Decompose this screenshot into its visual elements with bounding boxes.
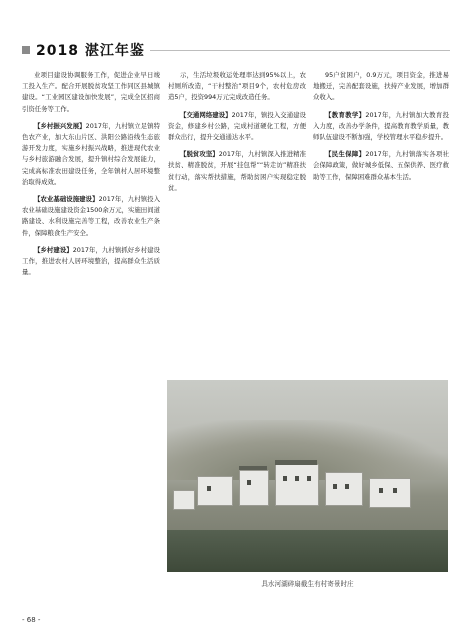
section-body: 2017年，九村镇投入农业基础设施建设资金1500余万元，实施田间道路建设、水利设施完善等工程，改善农业生产条件，保障粮食生产安全。: [22, 195, 161, 237]
section-paragraph: [168, 110, 306, 144]
text-column-2: [168, 70, 306, 194]
window: [307, 476, 311, 481]
running-header: [22, 40, 452, 60]
roof: [239, 466, 267, 470]
section-paragraph: [168, 149, 306, 194]
window: [283, 476, 287, 481]
section-body: 2017年，九村镇立足镇特色农产业，加大东山片区、洪阳公路沿线生态旅游开发力度，实施乡村振兴战略，推进现代农业与乡村旅游融合发展，提升镇村综合发展能力，完成高标准农田建设任务，全年镇村人居环境整治取得成效。: [22, 121, 160, 186]
header-marker: [22, 46, 30, 54]
village-photo: [167, 380, 448, 572]
building: [197, 476, 233, 506]
building: [173, 490, 195, 510]
window: [345, 484, 349, 489]
window: [207, 486, 211, 491]
section-body: 2017年，九村镇落实各项社会保障政策，做好城乡低保、五保供养、医疗救助等工作，保障困难群众基本生活。: [313, 150, 450, 181]
paragraph: 95户贫困户，0.9万元，项目资金，推进易地搬迁，完善配套设施，扶持产业发展，增加群众收入。: [313, 71, 449, 102]
section-heading: 【交通网络建设】: [180, 110, 232, 119]
window: [393, 488, 397, 493]
section-heading: 【教育教学】: [325, 110, 366, 119]
building: [275, 464, 319, 506]
photo-caption: 具水河湖碎扇截生有村寄景时庄: [261, 580, 354, 588]
section-heading: 【乡村振兴发展】: [34, 121, 86, 130]
paragraph: 示，生活垃圾收运处理率达到95%以上，农村厕所改造，“干村整治”项目9个，农村危房改造5户，投资994万元完成改造任务。: [168, 71, 306, 102]
header-rule: [150, 50, 450, 51]
section-paragraph: [22, 245, 160, 279]
section-body: 2017年，九村镇加大教育投入力度，改善办学条件，提高教育教学质量，教师队伍建设不断加强，学校管理水平稳步提升。: [313, 110, 450, 142]
building: [239, 470, 269, 506]
window: [247, 480, 251, 485]
section-heading: 【农业基础设施建设】: [34, 195, 99, 204]
text-column-3: [313, 70, 449, 183]
section-heading: 【脱贫攻坚】: [180, 150, 219, 159]
window: [295, 476, 299, 481]
section-body: 2017年，九村镇抓好乡村建设工作，推进农村人居环境整治，提高群众生活质量。: [22, 245, 161, 277]
section-paragraph: [313, 149, 449, 183]
building: [369, 478, 411, 508]
header-title: 2018 湛江年鉴: [36, 43, 145, 59]
text-column-1: [22, 70, 160, 278]
section-paragraph: [22, 194, 160, 239]
section-heading: 【民生保障】: [325, 150, 366, 159]
page-number: - 68 -: [22, 616, 41, 624]
building: [325, 472, 363, 506]
section-paragraph: [313, 110, 449, 144]
paragraph: 业项目建设协调服务工作，促进企业早日竣工投入生产。配合开展脱贫攻坚工作同区县城镇建设。“工业园区建设加快发展”，完成全区招商引资任务等工作。: [22, 71, 160, 113]
window: [333, 484, 337, 489]
window: [379, 488, 383, 493]
section-body: 2017年，镇投入交通建设资金，修建乡村公路，完成村道硬化工程，方便群众出行，提升交通通达水平。: [168, 110, 306, 142]
section-paragraph: [22, 121, 160, 188]
section-body: 2017年，九村镇深入推进精准扶贫、精准脱贫，开展“挂包帮”“转走访”精准扶贫行动，落实帮扶措施，帮助贫困户实现稳定脱贫。: [168, 150, 307, 192]
tree-line: [167, 530, 448, 572]
section-heading: 【乡村建设】: [34, 245, 73, 254]
roof: [275, 460, 317, 465]
